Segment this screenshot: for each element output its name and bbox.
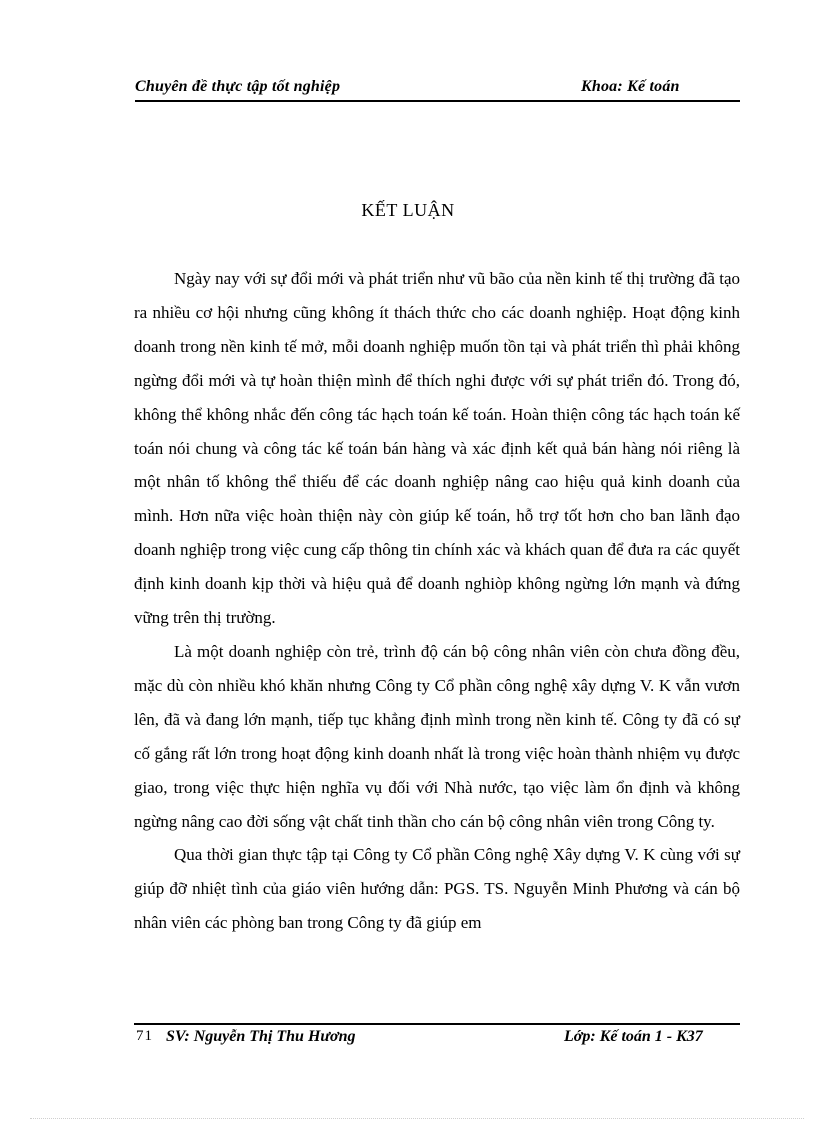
page-footer <box>134 1023 740 1051</box>
page-header <box>135 74 740 102</box>
paragraph: Là một doanh nghiệp còn trẻ, trình độ cán bộ công nhân viên còn chưa đồng đều, mặc dù còn nhiều khó khăn nhưng Công ty Cổ phần công nghệ xây dựng V. K vẫn vươn lên, đã và đang lớn mạnh, tiếp tục khẳng định mình trong nền kinh tế. Công ty đã có sự cố gắng rất lớn trong hoạt động kinh doanh nhất là trong việc hoàn thành nhiệm vụ được giao, trong việc thực hiện nghĩa vụ đối với Nhà nước, tạo việc làm ổn định và không ngừng nâng cao đời sống vật chất tinh thần cho cán bộ công nhân viên trong Công ty. <box>134 641 740 831</box>
page-edge-divider <box>30 1118 804 1119</box>
document-body <box>134 262 740 940</box>
paragraph: Ngày nay với sự đổi mới và phát triển như vũ bão của nền kinh tế thị trường đã tạo ra nhiều cơ hội nhưng cũng không ít thách thức cho các doanh nghiệp. Hoạt động kinh doanh trong nền kinh tế mở, mỗi doanh nghiệp muốn tồn tại và phát triển thì phải không ngừng đổi mới và tự hoàn thiện mình để thích nghi được với sự phát triển đó. Trong đó, không thể không nhắc đến công tác hạch toán kế toán. Hoàn thiện công tác hạch toán kế toán nói chung và công tác kế toán bán hàng và xác định kết quả bán hàng nói riêng là một nhân tố không thể thiếu để các doanh nghiệp nâng cao hiệu quả kinh doanh của mình. Hơn nữa việc hoàn thiện này còn giúp kế toán, hỗ trợ tốt hơn cho ban lãnh đạo doanh nghiệp trong việc cung cấp thông tin chính xác và khách quan để đưa ra các quyết định kinh doanh kịp thời và hiệu quả để doanh nghiòp không ngừng lớn mạnh và đứng vững trên thị trường. <box>134 269 740 628</box>
paragraph: Qua thời gian thực tập tại Công ty Cổ phần Công nghệ Xây dựng V. K cùng với sự giúp đỡ nhiệt tình của giáo viên hướng dẫn: PGS. TS. Nguyễn Minh Phương và cán bộ nhân viên các phòng ban trong Công ty đã giúp em <box>134 845 740 933</box>
footer-class: Lớp: Kế toán 1 - K37 <box>564 1028 703 1045</box>
footer-student-name: SV: Nguyễn Thị Thu Hương <box>166 1028 356 1045</box>
header-document-type: Chuyên đề thực tập tốt nghiệp <box>135 78 341 95</box>
header-department: Khoa: Kế toán <box>581 78 680 95</box>
page-number: 71 <box>136 1028 153 1044</box>
section-title: KẾT LUẬN <box>361 200 455 220</box>
